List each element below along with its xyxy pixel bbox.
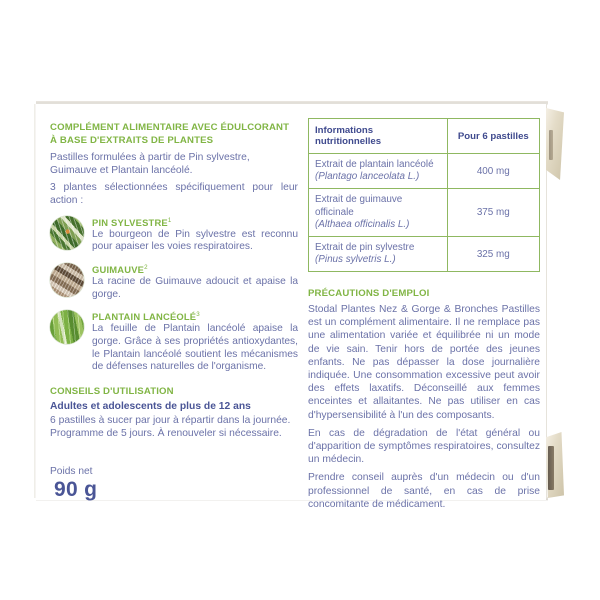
plant-name <box>92 217 298 228</box>
right-column <box>308 104 540 511</box>
plant-item-pin-sylvestre <box>50 216 298 254</box>
intro-title-line2: À BASE D'EXTRAITS DE PLANTES <box>50 134 214 146</box>
precautions-paragraph-3: Prendre conseil auprès d'un médecin ou d'un professionnel de santé, en cas de prise concomitante de médicament. <box>308 472 540 510</box>
conseils-heading: CONSEILS D'UTILISATION <box>50 386 174 398</box>
ingredient-latin-name: (Pinus sylvetris L.) <box>315 254 396 266</box>
carton-flap-shadow-top <box>549 130 553 160</box>
plant-name-label: PIN SYLVESTRE <box>92 217 168 229</box>
plant-name <box>92 264 298 275</box>
intro-paragraph: Pastilles formulées à partir de Pin sylvestre, Guimauve et Plantain lancéolé. <box>50 152 250 177</box>
pine-bud-photo-icon <box>50 216 84 250</box>
table-row <box>309 189 540 237</box>
conseils-text: 6 pastilles à sucer par jour à répartir dans la journée. Programme de 5 jours. À renouveler si nécessaire. <box>50 415 291 440</box>
plant-name-label: GUIMAUVE <box>92 264 145 276</box>
precautions-paragraph-1: Stodal Plantes Nez & Gorge & Bronches Pastilles est un complément alimentaire. Il ne remplace pas une alimentation variée et équilibrée ni un mode de vie sain. Tenir hors de portée des jeunes enfants. Ne pas dépasser la dose journalière indiquée. Une consommation excessive peut avoir des effets laxatifs. Déconseillé aux femmes enceintes et allaitantes. Ne pas utiliser en cas d'hypersensibilité à l'un des composants. <box>308 304 540 421</box>
table-cell-ingredient <box>309 237 448 272</box>
conseils-subheading: Adultes et adolescents de plus de 12 ans <box>50 400 251 412</box>
plant-text <box>92 216 298 254</box>
nutrition-table <box>308 118 540 272</box>
table-cell-amount: 325 mg <box>447 237 539 272</box>
product-package-panel <box>36 104 546 510</box>
plant-footnote-marker: 2 <box>144 264 148 272</box>
plant-item-plantain-lanceole <box>50 310 298 374</box>
table-header-amount: Pour 6 pastilles <box>447 119 539 154</box>
plant-name <box>92 311 298 322</box>
table-cell-ingredient <box>309 154 448 189</box>
ingredient-latin-name: (Plantago lanceolata L.) <box>315 171 420 183</box>
plant-description: Le bourgeon de Pin sylvestre est reconnu pour apaiser les voies respiratoires. <box>92 228 298 253</box>
carton-flap-shadow-bottom <box>548 446 554 490</box>
table-row <box>309 154 540 189</box>
plant-description: La feuille de Plantain lancéolé apaise la gorge. Grâce à ses propriétés antioxydantes, le Plantain lancéolé soutient les mécanismes de défenses naturelles de l'organisme. <box>92 323 298 373</box>
plant-description: La racine de Guimauve adoucit et apaise la gorge. <box>92 275 298 300</box>
ingredient-name: Extrait de pin sylvestre <box>315 242 415 254</box>
intro-title <box>50 122 298 147</box>
ingredient-latin-name: (Althaea officinalis L.) <box>315 218 410 230</box>
plant-footnote-marker: 3 <box>196 311 200 319</box>
ingredient-name: Extrait de guimauve officinale <box>315 194 403 218</box>
intro-title-line1: COMPLÉMENT ALIMENTAIRE AVEC ÉDULCORANT <box>50 122 290 133</box>
plant-item-guimauve <box>50 263 298 301</box>
ingredient-name: Extrait de plantain lancéolé <box>315 159 434 170</box>
plant-text <box>92 310 298 374</box>
precautions-heading: PRÉCAUTIONS D'EMPLOI <box>308 288 430 300</box>
table-cell-amount: 375 mg <box>447 189 539 237</box>
marshmallow-root-photo-icon <box>50 263 84 297</box>
plant-footnote-marker: 1 <box>167 217 172 224</box>
plant-name-label: PLANTAIN LANCÉOLÉ <box>92 311 197 323</box>
table-cell-amount: 400 mg <box>447 154 539 189</box>
net-weight-label: Poids net <box>50 465 93 477</box>
intro-paragraph-2: 3 plantes sélectionnées spécifiquement pour leur action : <box>50 181 298 206</box>
precautions-body <box>308 303 540 511</box>
table-header-row <box>309 119 540 154</box>
table-row <box>309 237 540 272</box>
table-cell-ingredient <box>309 189 448 237</box>
precautions-paragraph-2: En cas de dégradation de l'état général ou d'apparition de symptômes respiratoires, consultez un médecin. <box>308 427 540 466</box>
table-header-info: Informations nutritionnelles <box>309 119 448 154</box>
plantain-leaf-photo-icon <box>50 310 84 344</box>
plant-text <box>92 263 298 301</box>
net-weight-value: 90 g <box>54 477 98 501</box>
left-column <box>50 104 298 501</box>
